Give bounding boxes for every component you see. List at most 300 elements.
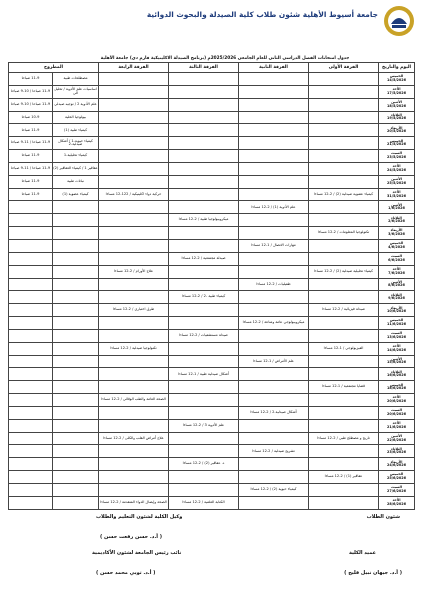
day-name: الثلاثاء [391,215,402,220]
remaining-subject-cell: كيمياء طبية (1) [53,124,99,137]
year-2-cell: تشريح صيدلية / 2-12 مساءا [239,445,309,458]
year-2-cell [239,458,309,471]
table-row [9,471,415,484]
year-4-cell [99,239,169,252]
year-3-cell [169,445,239,458]
year-1-cell [309,317,379,330]
remaining-time-cell: 11-9 صباحا / 10-9 صباحا [9,85,53,98]
day-date-cell [379,124,415,137]
table-row [9,394,415,407]
table-row [9,111,415,124]
year-4-cell: علاج أمراض القلب والكلى / 2-12 مساءا [99,432,169,445]
year-3-cell [169,124,239,137]
header-year-3: الفرقة الثالثة [169,63,239,73]
year-2-cell [239,137,309,150]
year-3-cell [169,150,239,163]
year-1-cell [309,111,379,124]
year-2-cell [239,214,309,227]
day-date-cell [379,445,415,458]
day-date-cell [379,150,415,163]
day-date-cell [379,394,415,407]
exam-date: 31/5/2026 [387,193,406,198]
year-4-cell [99,73,169,86]
day-name: الثلاثاء [391,369,402,374]
year-4-cell: حركية دواء اكلينيكية / 122-12 مساءا [99,188,169,201]
year-3-cell: علم الأدوية 3 / 2-12 مساءا [169,419,239,432]
table-row [9,150,415,163]
year-1-cell [309,137,379,150]
year-4-cell [99,162,169,175]
exam-date: 10/6/2026 [387,309,406,314]
remaining-subject-cell [53,368,99,381]
year-4-cell: الصحة وإيصال الدواء المتقدمة / 2-12 مساءا [99,496,169,509]
remaining-time-cell [9,317,53,330]
year-1-cell [309,278,379,291]
year-2-cell: علم الأدوية (1) / 2-12 مساءا [239,201,309,214]
year-3-cell: د. عقاقير (2) / 2-12 مساءا [169,458,239,471]
day-name: الثلاثاء [391,112,402,117]
remaining-time-cell: 11-9 صباحا / 10-9 صباحا [9,98,53,111]
year-4-cell: تكنولوجيا صيدلية / 2-12 مساءا [99,342,169,355]
remaining-time-cell [9,496,53,509]
year-1-cell [309,239,379,252]
table-row [9,406,415,419]
footer-vice-president-title: نائب رئيس الجامعة لشئون الأكاديمية [92,550,182,556]
year-4-cell [99,214,169,227]
day-name: الخميس [389,318,404,323]
year-4-cell [99,445,169,458]
year-2-cell [239,252,309,265]
remaining-subject-cell: كيمياء حيوية-1 / أشكال صيدلية-2 [53,137,99,150]
year-2-cell [239,496,309,509]
exam-date: 15/6/2026 [387,360,406,365]
day-date-cell [379,227,415,240]
day-date-cell [379,304,415,317]
table-row [9,368,415,381]
remaining-time-cell [9,239,53,252]
year-2-cell [239,162,309,175]
exam-date: 28/6/2026 [387,501,406,506]
year-4-cell [99,98,169,111]
year-1-cell [309,201,379,214]
year-1-cell: الفيزيولوجي / 1-12 مساءا [309,342,379,355]
day-date-cell [379,265,415,278]
day-name: الخميس [389,241,404,246]
day-date-cell [379,484,415,497]
day-date-cell [379,85,415,98]
year-2-cell [239,432,309,445]
exam-date: 2/6/2026 [388,219,405,224]
day-date-cell [379,496,415,509]
remaining-time-cell [9,419,53,432]
exam-date: 7/6/2026 [388,270,405,275]
year-3-cell [169,201,239,214]
remaining-time-cell [9,355,53,368]
day-date-cell [379,291,415,304]
day-date-cell [379,329,415,342]
remaining-subject-cell [53,406,99,419]
day-name: الأحد [392,164,401,169]
remaining-time-cell: 11-9 صباحا [9,124,53,137]
footer-dean-name: ( أ.د. جيهان نبيل فليح ) [344,570,402,576]
exam-date: 20/6/2026 [387,411,406,416]
year-2-cell [239,124,309,137]
footer-student-affairs-title: شئون الطلاب [366,514,400,520]
exam-date: 20/5/2026 [387,129,406,134]
year-4-cell [99,484,169,497]
day-date-cell [379,419,415,432]
year-2-cell [239,175,309,188]
exam-date: 21/6/2026 [387,424,406,429]
remaining-time-cell [9,381,53,394]
year-3-cell: صيدلة مجتمعية / 2-12 مساءا [169,252,239,265]
year-2-cell [239,342,309,355]
remaining-subject-cell: علم الأدوية 2 / توجيه صيدلي [53,98,99,111]
day-name: الأثنين [391,356,402,361]
footer-vice-dean-name: ( أ.د. حسن رفعت حسن ) [100,534,163,540]
table-row [9,162,415,175]
year-4-cell: علاج الأورام / 2-12 مساءا [99,265,169,278]
remaining-subject-cell: كيمياء عضوية (1) [53,188,99,201]
table-row [9,329,415,342]
year-4-cell [99,381,169,394]
year-3-cell: الكتابة العلمية / 2-12 مساءا [169,496,239,509]
year-3-cell [169,227,239,240]
year-1-cell [309,98,379,111]
year-3-cell [169,432,239,445]
remaining-time-cell: 11-9 صباحا [9,150,53,163]
remaining-subject-cell [53,278,99,291]
table-row [9,98,415,111]
year-3-cell [169,304,239,317]
exam-date: 14/6/2026 [387,347,406,352]
year-2-cell [239,150,309,163]
year-2-cell [239,188,309,201]
year-1-cell: كيمياء عضوية صيدلية (2) / 2-12 مساءا [309,188,379,201]
year-1-cell [309,406,379,419]
remaining-time-cell: 11-9 صباحا [9,175,53,188]
year-3-cell [169,381,239,394]
university-logo-icon [382,4,416,38]
year-2-cell [239,265,309,278]
year-3-cell: كيمياء طبية -2 / 2-12 مساءا [169,291,239,304]
remaining-subject-cell [53,471,99,484]
remaining-time-cell [9,342,53,355]
table-row [9,496,415,509]
year-4-cell [99,317,169,330]
year-1-cell [309,162,379,175]
table-row [9,227,415,240]
table-row [9,188,415,201]
year-1-cell: عقاقير (1) / 2-12 مساءا [309,471,379,484]
year-1-cell [309,496,379,509]
table-row [9,419,415,432]
day-name: الأحد [392,498,401,503]
year-1-cell: كيمياء تحليلية صيدلية (2) / 2-12 مساءا [309,265,379,278]
remaining-subject-cell [53,304,99,317]
year-3-cell [169,278,239,291]
header-year-2: الفرقة الثانية [239,63,309,73]
table-row [9,265,415,278]
year-3-cell [169,85,239,98]
exam-date: 11/6/2026 [387,321,406,326]
year-1-cell [309,419,379,432]
exam-date: 22/6/2026 [387,437,406,442]
exam-date: 17/5/2026 [387,90,406,95]
day-date-cell [379,317,415,330]
day-name: الأربعاء [390,125,403,130]
year-3-cell: أشكال صيدلية طبية / 1-12 مساءا [169,368,239,381]
remaining-time-cell [9,329,53,342]
day-name: الخميس [389,472,404,477]
year-2-cell [239,394,309,407]
year-4-cell [99,329,169,342]
year-4-cell [99,137,169,150]
day-date-cell [379,368,415,381]
year-2-cell [239,419,309,432]
day-name: الأثنين [391,177,402,182]
day-name: الأحد [392,395,401,400]
remaining-time-cell: 10-9 صباحا [9,111,53,124]
remaining-time-cell [9,471,53,484]
day-name: السبت [391,331,402,336]
remaining-time-cell: 11-9 صباحا / 11-9 صباحا [9,162,53,175]
year-2-cell [239,381,309,394]
year-1-cell [309,355,379,368]
year-1-cell [309,291,379,304]
day-name: الأحد [392,344,401,349]
year-4-cell [99,368,169,381]
year-3-cell [169,355,239,368]
day-date-cell [379,175,415,188]
remaining-subject-cell [53,291,99,304]
table-row [9,317,415,330]
day-name: الأثنين [391,202,402,207]
remaining-time-cell [9,484,53,497]
year-4-cell [99,278,169,291]
year-3-cell [169,265,239,278]
year-3-cell [169,239,239,252]
exam-date: 6/6/2026 [388,257,405,262]
year-4-cell: طرق اختباري / 2-12 مساءا [99,304,169,317]
year-4-cell [99,419,169,432]
table-row [9,137,415,150]
table-row [9,484,415,497]
remaining-subject-cell [53,484,99,497]
year-4-cell [99,201,169,214]
remaining-time-cell [9,278,53,291]
table-row [9,432,415,445]
table-body [9,73,415,510]
exam-date: 25/5/2026 [387,180,406,185]
remaining-time-cell: 11-9 صباحا / 11-9 صباحا [9,137,53,150]
day-name: الأحد [392,87,401,92]
year-2-cell: علم الأمراض / 1-12 مساءا [239,355,309,368]
day-date-cell [379,342,415,355]
remaining-subject-cell: بيولوجيا الخلية [53,111,99,124]
footer-dean-title: عميد الكلية [348,550,376,556]
remaining-subject-cell: اساسيات علم الأدوية / تحليل آلي [53,85,99,98]
year-1-cell [309,394,379,407]
remaining-subject-cell [53,381,99,394]
year-3-cell: ميكروبيولوجيا طبية / 2-12 مساءا [169,214,239,227]
year-4-cell [99,355,169,368]
remaining-time-cell [9,394,53,407]
year-3-cell [169,484,239,497]
remaining-time-cell [9,432,53,445]
exam-date: 9/6/2026 [388,296,405,301]
remaining-time-cell [9,214,53,227]
year-3-cell [169,188,239,201]
day-name: السبت [391,151,402,156]
page-header [0,0,424,44]
year-4-cell [99,458,169,471]
year-2-cell [239,227,309,240]
remaining-time-cell [9,458,53,471]
header-year-1: الفرقة الأولى [309,63,379,73]
day-date-cell [379,239,415,252]
exam-date: 23/6/2026 [387,450,406,455]
day-name: الأربعاء [390,459,403,464]
year-1-cell: صيدلة فيزيائية / 2-12 مساءا [309,304,379,317]
footer-vice-president-name: ( أ.د. توبي محمد حسن ) [96,570,156,576]
year-2-cell [239,368,309,381]
year-1-cell [309,445,379,458]
day-date-cell [379,471,415,484]
day-name: السبت [391,485,402,490]
exam-date: 13/6/2026 [387,334,406,339]
remaining-time-cell [9,227,53,240]
day-date-cell [379,201,415,214]
day-date-cell [379,162,415,175]
exam-date: 14/5/2026 [387,77,406,82]
day-date-cell [379,355,415,368]
year-2-cell: كيمياء حيوية (2) / 2-12 مساءا [239,484,309,497]
year-4-cell [99,124,169,137]
table-row [9,85,415,98]
year-2-cell [239,98,309,111]
year-1-cell [309,175,379,188]
year-1-cell [309,329,379,342]
day-name: الأحد [392,266,401,271]
day-name: الأثنين [391,279,402,284]
year-3-cell [169,137,239,150]
year-3-cell [169,162,239,175]
year-2-cell [239,291,309,304]
remaining-subject-cell [53,317,99,330]
year-1-cell [309,458,379,471]
day-name: الأثنين [391,100,402,105]
exam-date: 23/5/2026 [387,154,406,159]
year-4-cell [99,175,169,188]
footer-vice-dean-title: وكيل الكلية لشئون التعليم والطلاب [96,514,183,520]
year-3-cell [169,471,239,484]
day-name: الأحد [392,421,401,426]
exam-date: 3/6/2026 [388,232,405,237]
year-3-cell [169,406,239,419]
year-1-cell: قضايا مجتمعية / 1-12 مساءا [309,381,379,394]
year-4-cell [99,471,169,484]
year-3-cell: صيدلة مستشفيات / 2-12 مساءا [169,329,239,342]
day-name: الأربعاء [390,228,403,233]
remaining-time-cell: 11-9 صباحا [9,73,53,86]
exam-schedule-table [8,62,415,510]
remaining-time-cell [9,406,53,419]
remaining-subject-cell [53,394,99,407]
day-name: الأثنين [391,433,402,438]
remaining-subject-cell [53,445,99,458]
header-remaining: المطروح [9,63,99,73]
remaining-subject-cell [53,458,99,471]
table-row [9,458,415,471]
exam-date: 1/6/2026 [388,206,405,211]
table-row [9,239,415,252]
year-4-cell: الصحة العامة والطب الوقائي / 2-12 مساءا [99,394,169,407]
day-name: الخميس [389,138,404,143]
year-2-cell [239,73,309,86]
year-1-cell [309,73,379,86]
day-date-cell [379,214,415,227]
day-name: الثلاثاء [391,292,402,297]
year-4-cell [99,227,169,240]
table-row [9,291,415,304]
year-2-cell: طفيليات / 2-12 مساءا [239,278,309,291]
table-row [9,381,415,394]
day-date-cell [379,381,415,394]
remaining-time-cell [9,201,53,214]
remaining-time-cell [9,265,53,278]
day-date-cell [379,98,415,111]
year-3-cell [169,111,239,124]
day-name: الخميس [389,74,404,79]
table-row [9,342,415,355]
remaining-subject-cell [53,419,99,432]
remaining-subject-cell: نباتات طبية [53,175,99,188]
year-3-cell [169,394,239,407]
page-title: جامعة أسيوط الأهلية شئون طلاب كلية الصيدلة والبحوث الدوائية [146,10,378,19]
remaining-subject-cell: عقاقير 1 / كيمياء العقاقير (2) [53,162,99,175]
year-4-cell [99,111,169,124]
remaining-subject-cell [53,239,99,252]
table-header-row [9,63,415,73]
remaining-subject-cell [53,496,99,509]
year-1-cell: تكنولوجيا المعلومات / 2-12 مساءا [309,227,379,240]
table-row [9,304,415,317]
exam-date: 4/6/2026 [388,244,405,249]
year-2-cell [239,329,309,342]
year-2-cell: ميكروبيولوجي عامة ومناعة / 2-12 مساءا [239,317,309,330]
year-4-cell [99,150,169,163]
remaining-subject-cell: مصطلحات طبية [53,73,99,86]
year-3-cell [169,98,239,111]
remaining-time-cell [9,252,53,265]
year-4-cell [99,252,169,265]
year-4-cell [99,291,169,304]
remaining-time-cell: 11-9 صباحا [9,188,53,201]
year-3-cell [169,317,239,330]
table-row [9,73,415,86]
year-2-cell [239,304,309,317]
remaining-subject-cell [53,355,99,368]
year-1-cell [309,214,379,227]
day-name: السبت [391,254,402,259]
year-1-cell [309,484,379,497]
day-date-cell [379,458,415,471]
year-1-cell [309,124,379,137]
remaining-subject-cell [53,214,99,227]
remaining-subject-cell [53,227,99,240]
year-2-cell: مهارات الاتصال / 1-12 مساءا [239,239,309,252]
